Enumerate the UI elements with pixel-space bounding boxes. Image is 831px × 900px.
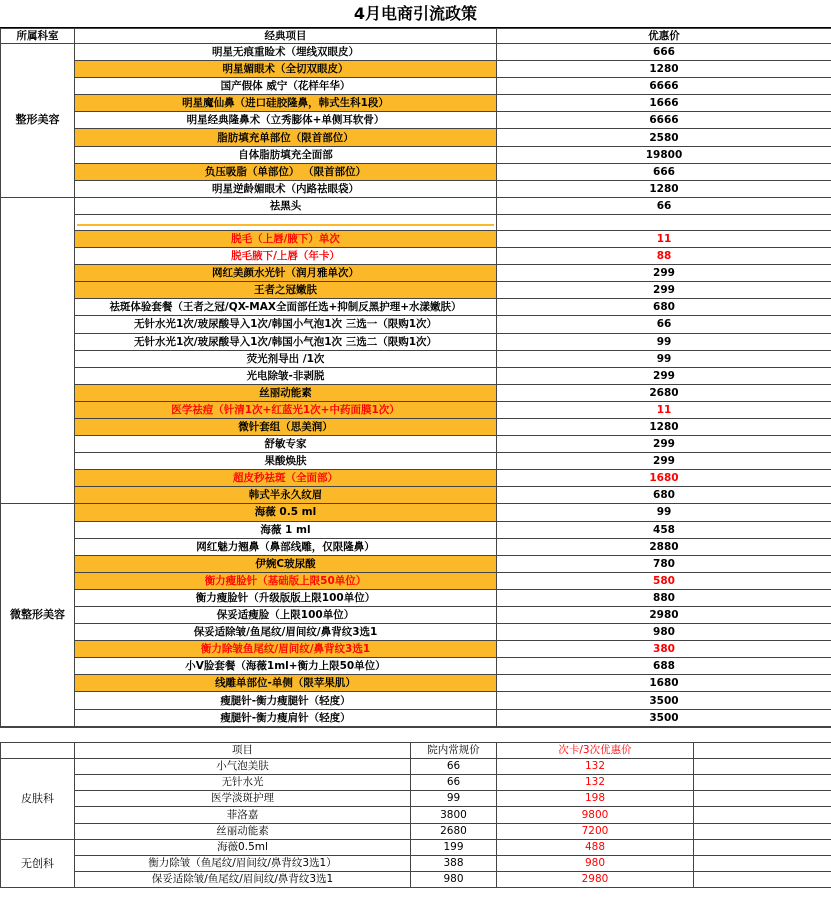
column-header: 经典项目	[75, 29, 497, 44]
price-cell: 299	[497, 453, 831, 470]
item-cell: 海薇 0.5 ml	[75, 504, 497, 521]
table-row	[1, 436, 831, 453]
item-cell: 明星逆龄媚眼术（内路祛眼袋）	[75, 180, 497, 197]
table-row	[1, 709, 831, 726]
department-cell: 整形美容	[1, 44, 75, 198]
table-row	[1, 316, 831, 333]
item-cell: 伊婉C玻尿酸	[75, 555, 497, 572]
header-row	[1, 29, 831, 44]
price-cell: 666	[497, 163, 831, 180]
table-row	[1, 758, 831, 774]
price-cell: 299	[497, 367, 831, 384]
regular-price-cell: 66	[411, 775, 497, 791]
table-row	[1, 572, 831, 589]
table-row	[1, 333, 831, 350]
table-row	[1, 230, 831, 247]
item-cell: 明星魔仙鼻（进口硅胶隆鼻，韩式生科1段）	[75, 95, 497, 112]
item-cell: 超皮秒祛斑（全面部）	[75, 470, 497, 487]
price-cell: 880	[497, 589, 831, 606]
item-cell: 线雕单部位-单侧（限苹果肌）	[75, 675, 497, 692]
table-row	[1, 418, 831, 435]
item-cell: 自体脂肪填充全面部	[75, 146, 497, 163]
table-row	[1, 61, 831, 78]
table-row	[1, 641, 831, 658]
item-cell: 医学祛痘（针清1次+红蓝光1次+中药面膜1次）	[75, 401, 497, 418]
column-header: 项目	[75, 742, 411, 758]
card-price-cell: 2980	[497, 872, 694, 888]
table-row	[1, 214, 831, 230]
item-cell: 网红魅力翘鼻（鼻部线雕，仅限隆鼻）	[75, 538, 497, 555]
price-cell: 299	[497, 265, 831, 282]
item-cell: 小V脸套餐（海薇1ml+衡力上限50单位）	[75, 658, 497, 675]
table-row	[1, 384, 831, 401]
price-cell: 1280	[497, 180, 831, 197]
regular-price-cell: 980	[411, 872, 497, 888]
price-cell: 2680	[497, 384, 831, 401]
table-row	[1, 624, 831, 641]
price-cell: 6666	[497, 78, 831, 95]
price-cell: 19800	[497, 146, 831, 163]
price-cell: 1280	[497, 418, 831, 435]
table-spacer	[0, 727, 831, 742]
item-cell: 明星媚眼术（全切双眼皮）	[75, 61, 497, 78]
table-row	[1, 589, 831, 606]
department-cell: 无创科	[1, 839, 75, 888]
item-cell: 脱毛腋下/上唇（年卡）	[75, 248, 497, 265]
price-cell: 680	[497, 487, 831, 504]
table-row	[1, 197, 831, 214]
department-cell: 微整形美容	[1, 504, 75, 726]
price-cell: 458	[497, 521, 831, 538]
table-row	[1, 839, 831, 855]
card-price-cell: 132	[497, 758, 694, 774]
department-cell	[1, 197, 75, 504]
table-row	[1, 367, 831, 384]
table-row	[1, 487, 831, 504]
blank-cell	[694, 872, 831, 888]
table-row	[1, 692, 831, 709]
page-title: 4月电商引流政策	[0, 0, 831, 28]
table-row	[1, 248, 831, 265]
item-cell	[75, 214, 497, 230]
table-row	[1, 282, 831, 299]
table-row	[1, 180, 831, 197]
price-cell: 99	[497, 350, 831, 367]
item-cell: 王者之冠嫩肤	[75, 282, 497, 299]
item-cell: 无针水光1次/玻尿酸导入1次/韩国小气泡1次 三选二（限购1次）	[75, 333, 497, 350]
table-row	[1, 78, 831, 95]
table-row	[1, 146, 831, 163]
table-row	[1, 350, 831, 367]
table-row	[1, 675, 831, 692]
card-price-cell: 488	[497, 839, 694, 855]
item-cell: 小气泡美肤	[75, 758, 411, 774]
card-price-cell: 198	[497, 791, 694, 807]
item-cell: 衡力瘦脸针（升级版版上限100单位）	[75, 589, 497, 606]
item-cell: 负压吸脂（单部位） （限首部位）	[75, 163, 497, 180]
table-row	[1, 807, 831, 823]
table-row	[1, 855, 831, 871]
table-row	[1, 470, 831, 487]
column-header: 所属科室	[1, 29, 75, 44]
table-row	[1, 95, 831, 112]
blank-cell	[694, 742, 831, 758]
item-cell: 保妥适瘦脸（上限100单位）	[75, 607, 497, 624]
item-cell: 医学淡斑护理	[75, 791, 411, 807]
price-cell: 11	[497, 401, 831, 418]
table-row	[1, 44, 831, 61]
item-cell: 瘦腿针-衡力瘦腿针（轻度）	[75, 692, 497, 709]
table-row	[1, 658, 831, 675]
price-cell: 299	[497, 436, 831, 453]
price-cell: 780	[497, 555, 831, 572]
department-cell: 皮肤科	[1, 758, 75, 839]
item-cell: 无针水光	[75, 775, 411, 791]
price-cell: 6666	[497, 112, 831, 129]
item-cell: 无针水光1次/玻尿酸导入1次/韩国小气泡1次 三选一（限购1次）	[75, 316, 497, 333]
table-row	[1, 163, 831, 180]
item-cell: 海薇 1 ml	[75, 521, 497, 538]
column-header: 优惠价	[497, 29, 831, 44]
card-price-table	[0, 742, 831, 889]
item-cell: 脂肪填充单部位（限首部位）	[75, 129, 497, 146]
item-cell: 祛黑头	[75, 197, 497, 214]
price-cell: 1680	[497, 675, 831, 692]
item-cell: 祛斑体验套餐（王者之冠/QX-MAX全面部任选+抑制反黑护理+水漾嫩肤）	[75, 299, 497, 316]
item-cell: 明星无痕重睑术（埋线双眼皮）	[75, 44, 497, 61]
price-cell: 11	[497, 230, 831, 247]
regular-price-cell: 66	[411, 758, 497, 774]
item-cell: 韩式半永久纹眉	[75, 487, 497, 504]
item-cell: 舒敏专家	[75, 436, 497, 453]
item-cell: 保妥适除皱/鱼尾纹/眉间纹/鼻背纹3选1	[75, 872, 411, 888]
price-cell: 2580	[497, 129, 831, 146]
column-header: 院内常规价	[411, 742, 497, 758]
price-cell: 380	[497, 641, 831, 658]
price-cell: 688	[497, 658, 831, 675]
price-cell: 666	[497, 44, 831, 61]
item-cell: 瘦腿针-衡力瘦肩针（轻度）	[75, 709, 497, 726]
table-row	[1, 872, 831, 888]
item-cell: 网红美颜水光针（润月雅单次）	[75, 265, 497, 282]
price-cell: 88	[497, 248, 831, 265]
regular-price-cell: 99	[411, 791, 497, 807]
price-cell: 2880	[497, 538, 831, 555]
blank-cell	[694, 791, 831, 807]
column-header: 次卡/3次优惠价	[497, 742, 694, 758]
regular-price-cell: 3800	[411, 807, 497, 823]
item-cell: 果酸焕肤	[75, 453, 497, 470]
item-cell: 衡力除皱（鱼尾纹/眉间纹/鼻背纹3选1）	[75, 855, 411, 871]
table-row	[1, 538, 831, 555]
table-row	[1, 129, 831, 146]
item-cell: 荧光剂导出 /1次	[75, 350, 497, 367]
table-row	[1, 823, 831, 839]
regular-price-cell: 199	[411, 839, 497, 855]
table-row	[1, 555, 831, 572]
price-cell: 980	[497, 624, 831, 641]
blank-cell	[1, 742, 75, 758]
blank-cell	[694, 775, 831, 791]
header-row	[1, 742, 831, 758]
main-price-table	[0, 28, 831, 727]
price-cell: 99	[497, 333, 831, 350]
price-cell: 299	[497, 282, 831, 299]
price-cell: 1280	[497, 61, 831, 78]
table-row	[1, 504, 831, 521]
table-row	[1, 607, 831, 624]
item-cell: 衡力瘦脸针（基础版上限50单位）	[75, 572, 497, 589]
price-cell: 99	[497, 504, 831, 521]
blank-cell	[694, 807, 831, 823]
item-cell: 国产假体 威宁（花样年华）	[75, 78, 497, 95]
item-cell: 明星经典隆鼻术（立秀膨体+单侧耳软骨）	[75, 112, 497, 129]
item-cell: 海薇0.5ml	[75, 839, 411, 855]
regular-price-cell: 2680	[411, 823, 497, 839]
price-cell: 3500	[497, 692, 831, 709]
blank-cell	[694, 839, 831, 855]
table-row	[1, 775, 831, 791]
item-cell: 衡力除皱鱼尾纹/眉间纹/鼻背纹3选1	[75, 641, 497, 658]
item-cell: 丝丽动能素	[75, 823, 411, 839]
blank-cell	[694, 823, 831, 839]
item-cell: 丝丽动能素	[75, 384, 497, 401]
price-cell: 66	[497, 316, 831, 333]
price-cell: 580	[497, 572, 831, 589]
item-cell: 微针套组（思美润）	[75, 418, 497, 435]
item-cell: 菲洛嘉	[75, 807, 411, 823]
price-cell: 3500	[497, 709, 831, 726]
blank-cell	[694, 758, 831, 774]
price-cell	[497, 214, 831, 230]
card-price-cell: 9800	[497, 807, 694, 823]
table-row	[1, 265, 831, 282]
item-cell: 保妥适除皱/鱼尾纹/眉间纹/鼻背纹3选1	[75, 624, 497, 641]
card-price-cell: 132	[497, 775, 694, 791]
price-cell: 1680	[497, 470, 831, 487]
regular-price-cell: 388	[411, 855, 497, 871]
price-cell: 2980	[497, 607, 831, 624]
table-row	[1, 299, 831, 316]
price-cell: 680	[497, 299, 831, 316]
card-price-cell: 7200	[497, 823, 694, 839]
price-cell: 66	[497, 197, 831, 214]
item-cell: 脱毛（上唇/腋下）单次	[75, 230, 497, 247]
table-row	[1, 401, 831, 418]
cut-off-row-line	[77, 224, 494, 226]
price-cell: 1666	[497, 95, 831, 112]
table-row	[1, 521, 831, 538]
table-row	[1, 453, 831, 470]
card-price-cell: 980	[497, 855, 694, 871]
table-row	[1, 791, 831, 807]
table-row	[1, 112, 831, 129]
blank-cell	[694, 855, 831, 871]
item-cell: 光电除皱-非剥脱	[75, 367, 497, 384]
